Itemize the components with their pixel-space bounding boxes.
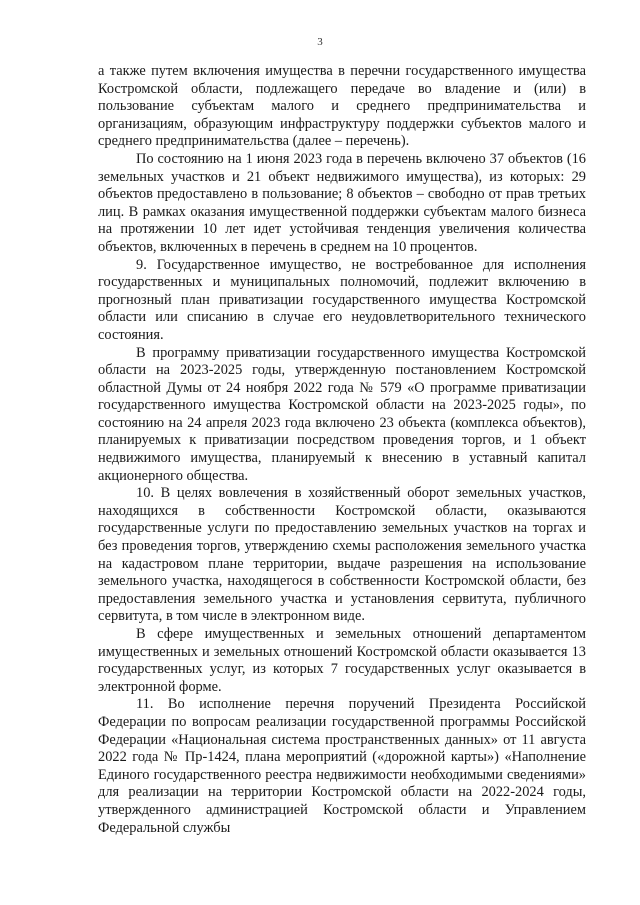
paragraph-perechen-status: По состоянию на 1 июня 2023 года в перечень включено 37 объектов (16 земельных участков и 21 объект недвижимого имущества), из которых: 29 объектов предоставлено в пользование; 8 объектов – свободно от прав третьих лиц. В рамках оказания имущественной поддержки субъектам малого бизнеса на протяжении 10 лет идет устойчивая тенденция увеличения количества объектов, включенных в перечень в среднем на 10 процентов. (98, 150, 586, 255)
paragraph-item-10: 10. В целях вовлечения в хозяйственный оборот земельных участков, находящихся в собственности Костромской области, оказываются государственные услуги по предоставлению земельных участков на торгах и без проведения торгов, утверждению схемы расположения земельного участка на кадастровом плане территории, выдаче разрешения на использование земельного участка, находящегося в собственности Костромской области, без предоставления земельного участка и установления сервитута, публичного сервитута, в том числе в электронном виде. (98, 485, 586, 625)
paragraph-privatization-program: В программу приватизации государственного имущества Костромской области на 2023-2025 годы, утвержденную постановлением Костромской областной Думы от 24 ноября 2022 года № 579 «О программе приватизации государственного имущества Костромской области на 2023-2025 годы», по состоянию на 24 апреля 2023 года включено 23 объекта (комплекса объектов), планируемых к приватизации посредством проведения торгов, и 1 объект недвижимого имущества, планируемый к внесению в уставный капитал акционерного общества. (98, 344, 586, 484)
paragraph-item-9: 9. Государственное имущество, не востребованное для исполнения государственных и муниципальных полномочий, подлежит включению в прогнозный план приватизации государственного имущества Костромской области или списанию в случае его неудовлетворительного технического состояния. (98, 256, 586, 343)
page-number: 3 (317, 36, 323, 48)
paragraph-item-11: 11. Во исполнение перечня поручений Президента Российской Федерации по вопросам реализации государственной программы Российской Федерации «Национальная система пространственных данных» от 11 августа 2022 года № Пр-1424, плана мероприятий («дорожной карты») «Наполнение Единого государственного реестра недвижимости необходимыми сведениями» для реализации на территории Костромской области на 2022-2024 годы, утвержденного администрацией Костромской области и Управлением Федеральной службы (98, 696, 586, 836)
document-body (98, 63, 586, 837)
paragraph-state-services: В сфере имущественных и земельных отношений департаментом имущественных и земельных отношений Костромской области оказывается 13 государственных услуг, из которых 7 государственных услуг оказывается в электронной форме. (98, 626, 586, 695)
paragraph-continuation: а также путем включения имущества в перечни государственного имущества Костромской области, подлежащего передаче во владение и (или) в пользование субъектам малого и среднего предпринимательства и организациям, образующим инфраструктуру поддержки субъектов малого и среднего предпринимательства (далее – перечень). (98, 63, 586, 150)
